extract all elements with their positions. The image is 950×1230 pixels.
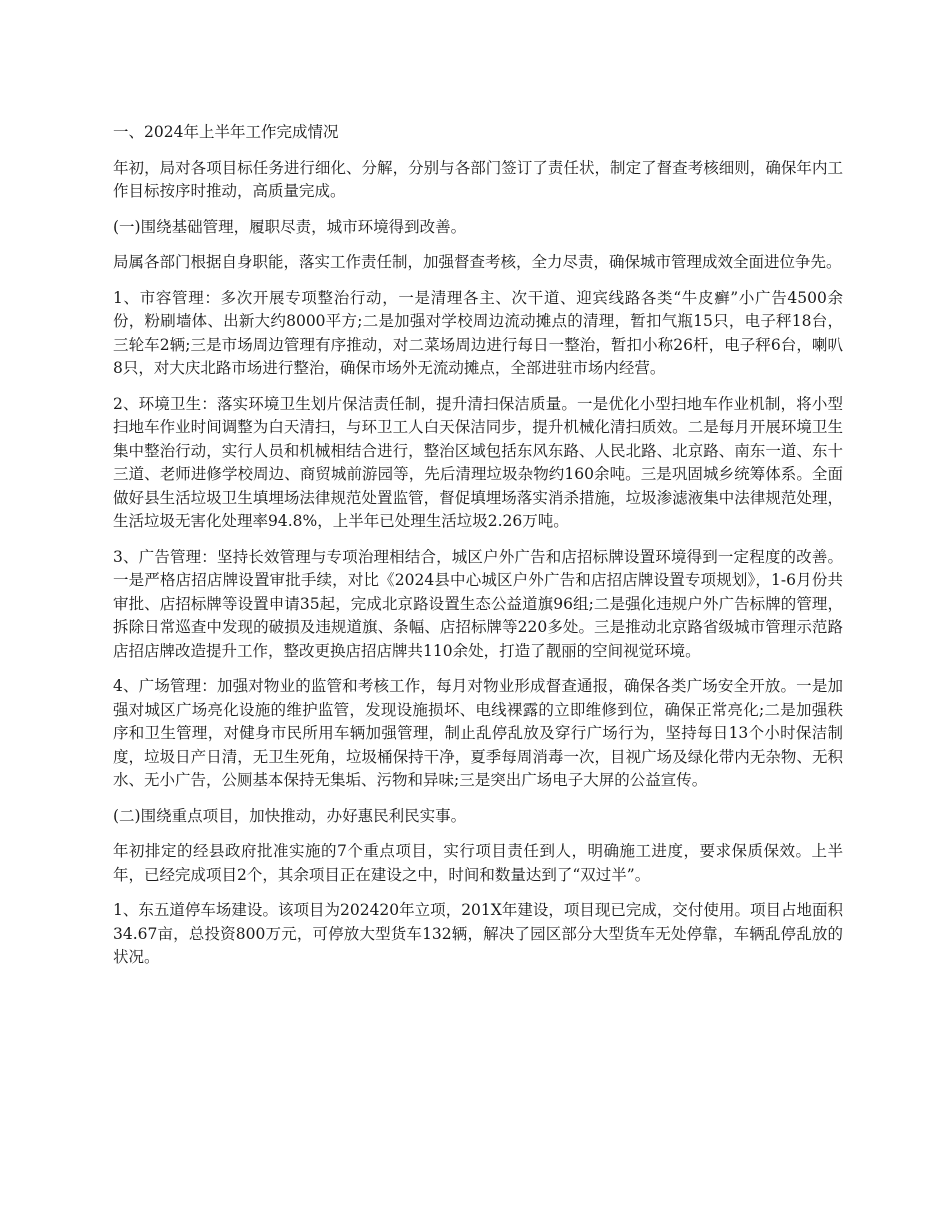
subsection-heading-key-projects: (二)围绕重点项目，加快推动，办好惠民利民实事。 [113,806,467,825]
document-body [113,121,843,982]
paragraph-departments: 局属各部门根据自身职能，落实工作责任制，加强督查考核，全力尽责，确保城市管理成效全面进位争先。 [113,253,842,271]
paragraph-intro: 年初，局对各项目标任务进行细化、分解，分别与各部门签订了责任状，制定了督查考核细则，确保年内工作目标按序时推动，高质量完成。 [113,158,843,200]
paragraph-key-projects: 年初排定的经县政府批准实施的7个重点项目，实行项目责任到人，明确施工进度，要求保质保效。上半年，已经完成项目2个，其余项目正在建设之中，时间和数量达到了“双过半”。 [113,842,843,884]
paragraph-parking-lot: 1、东五道停车场建设。该项目为202420年立项，201X年建设，项目现已完成，交付使用。项目占地面积34.67亩，总投资800万元，可停放大型货车132辆，解决了园区部分大型货车无处停靠，车辆乱停乱放的状况。 [113,901,843,966]
paragraph-advertising: 3、广告管理：坚持长效管理与专项治理相结合，城区户外广告和店招标牌设置环境得到一定程度的改善。一是严格店招店牌设置审批手续，对比《2024县中心城区户外广告和店招店牌设置专项规划》，1-6月份共审批、店招标牌等设置申请35起，完成北京路设置生态公益道旗96组;二是强化违规户外广告标牌的管理，拆除日常巡查中发现的破损及违规道旗、条幅、店招标牌等220多处。三是推动北京路省级城市管理示范路店招店牌改造提升工作，整改更换店招店牌共110余处，打造了靓丽的空间视觉环境。 [113,547,843,660]
paragraph-environmental-sanitation: 2、环境卫生：落实环境卫生划片保洁责任制，提升清扫保洁质量。一是优化小型扫地车作业机制，将小型扫地车作业时间调整为白天清扫，与环卫工人白天保洁同步，提升机械化清扫质效。二是每月开展环境卫生集中整治行动，实行人员和机械相结合进行，整治区域包括东风东路、人民北路、北京路、南东一道、东十三道、老师进修学校周边、商贸城前游园等，先后清理垃圾杂物约160余吨。三是巩固城乡统筹体系。全面做好县生活垃圾卫生填埋场法律规范处置监管，督促填埋场落实消杀措施，垃圾渗滤液集中法律规范处理，生活垃圾无害化处理率94.8%，上半年已处理生活垃圾2.26万吨。 [113,394,843,530]
paragraph-square-management: 4、广场管理：加强对物业的监管和考核工作，每月对物业形成督查通报，确保各类广场安全开放。一是加强对城区广场亮化设施的维护监管，发现设施损坏、电线裸露的立即维修到位，确保正常亮化;二是加强秩序和卫生管理，对健身市民所用车辆加强管理，制止乱停乱放及穿行广场行为，坚持每日13个小时保洁制度，垃圾日产日清，无卫生死角，垃圾桶保持干净，夏季每周消毒一次，目视广场及绿化带内无杂物、无积水、无小广告，公厕基本保持无集垢、污物和异味;三是突出广场电子大屏的公益宣传。 [113,677,843,789]
section-heading: 一、2024年上半年工作完成情况 [113,123,339,141]
paragraph-city-appearance: 1、市容管理：多次开展专项整治行动，一是清理各主、次干道、迎宾线路各类“牛皮癣”小广告4500余份，粉刷墙体、出新大约8000平方;二是加强对学校周边流动摊点的清理，暂扣气瓶15只，电子秤18台，三轮车2辆;三是市场周边管理有序推动，对二菜场周边进行每日一整治，暂扣小称26杆，电子秤6台，喇叭8只，对大庆北路市场进行整治，确保市场外无流动摊点，全部进驻市场内经营。 [113,288,843,377]
subsection-heading-basic-management: (一)围绕基础管理，履职尽责，城市环境得到改善。 [113,217,467,236]
